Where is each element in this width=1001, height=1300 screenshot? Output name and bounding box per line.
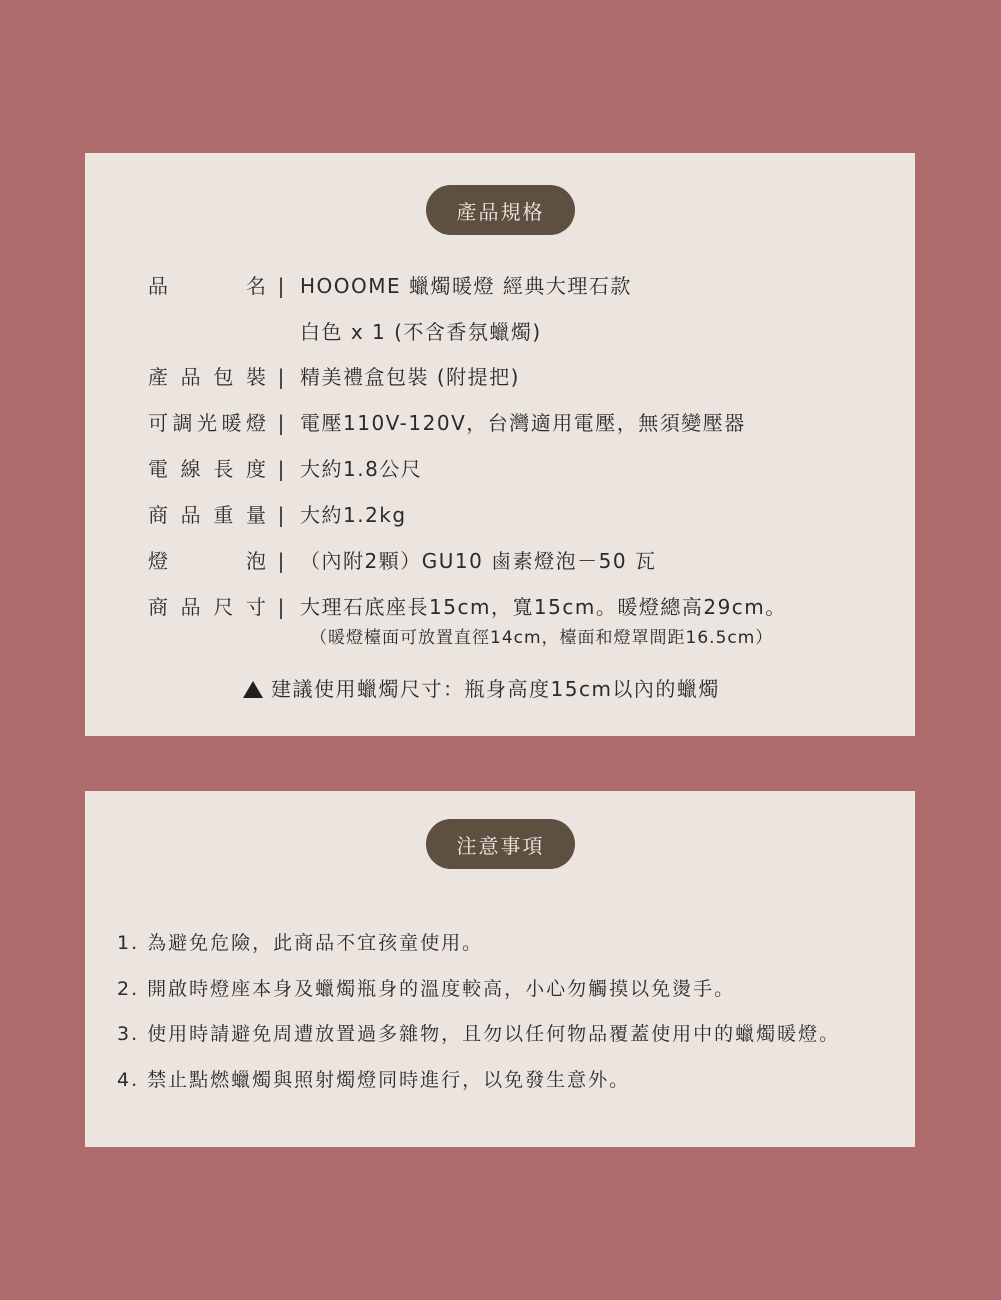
notes-panel <box>85 791 915 1147</box>
note-item: 4. 禁止點燃蠟燭與照射燭燈同時進行，以免發生意外。 <box>117 1069 631 1091</box>
spec-title-badge: 產品規格 <box>426 185 575 235</box>
spec-label: 電線長度 <box>148 457 266 481</box>
spec-label: 可調光暖燈 <box>148 411 266 435</box>
spec-separator: | <box>277 595 285 619</box>
spec-value: 大約1.2kg <box>300 503 407 527</box>
spec-value: 精美禮盒包裝 (附提把) <box>300 365 520 389</box>
candle-size-hint <box>243 674 720 704</box>
spec-separator: | <box>277 503 285 527</box>
spec-value: 大理石底座長15cm，寬15cm。暖燈總高29cm。 <box>300 595 787 619</box>
spec-separator: | <box>277 549 285 573</box>
spec-value: （內附2顆）GU10 鹵素燈泡－50 瓦 <box>300 549 657 573</box>
spec-label: 商品重量 <box>148 503 266 527</box>
spec-panel <box>85 153 915 736</box>
spec-separator: | <box>277 411 285 435</box>
spec-value: 電壓110V-120V，台灣適用電壓，無須變壓器 <box>300 411 746 435</box>
hint-text: 建議使用蠟燭尺寸：瓶身高度15cm以內的蠟燭 <box>271 677 720 701</box>
spec-label: 商品尺寸 <box>148 595 266 619</box>
triangle-up-icon <box>243 681 263 698</box>
note-item: 1. 為避免危險，此商品不宜孩童使用。 <box>117 932 484 954</box>
note-item: 3. 使用時請避免周遭放置過多雜物，且勿以任何物品覆蓋使用中的蠟燭暖燈。 <box>117 1023 841 1045</box>
spec-value: 大約1.8公尺 <box>300 457 423 481</box>
spec-value: HOOOME 蠟燭暖燈 經典大理石款 <box>300 274 632 298</box>
spec-label: 品 名 <box>148 274 266 298</box>
spec-separator: | <box>277 365 285 389</box>
notes-title-badge: 注意事項 <box>426 819 575 869</box>
spec-separator: | <box>277 274 285 298</box>
spec-size-subnote: （暖燈檯面可放置直徑14cm，檯面和燈罩間距16.5cm） <box>310 628 774 648</box>
spec-label: 產品包裝 <box>148 365 266 389</box>
note-item: 2. 開啟時燈座本身及蠟燭瓶身的溫度較高，小心勿觸摸以免燙手。 <box>117 978 736 1000</box>
spec-label: 燈 泡 <box>148 549 266 573</box>
spec-separator: | <box>277 457 285 481</box>
spec-value: 白色 x 1 (不含香氛蠟燭) <box>300 320 542 344</box>
